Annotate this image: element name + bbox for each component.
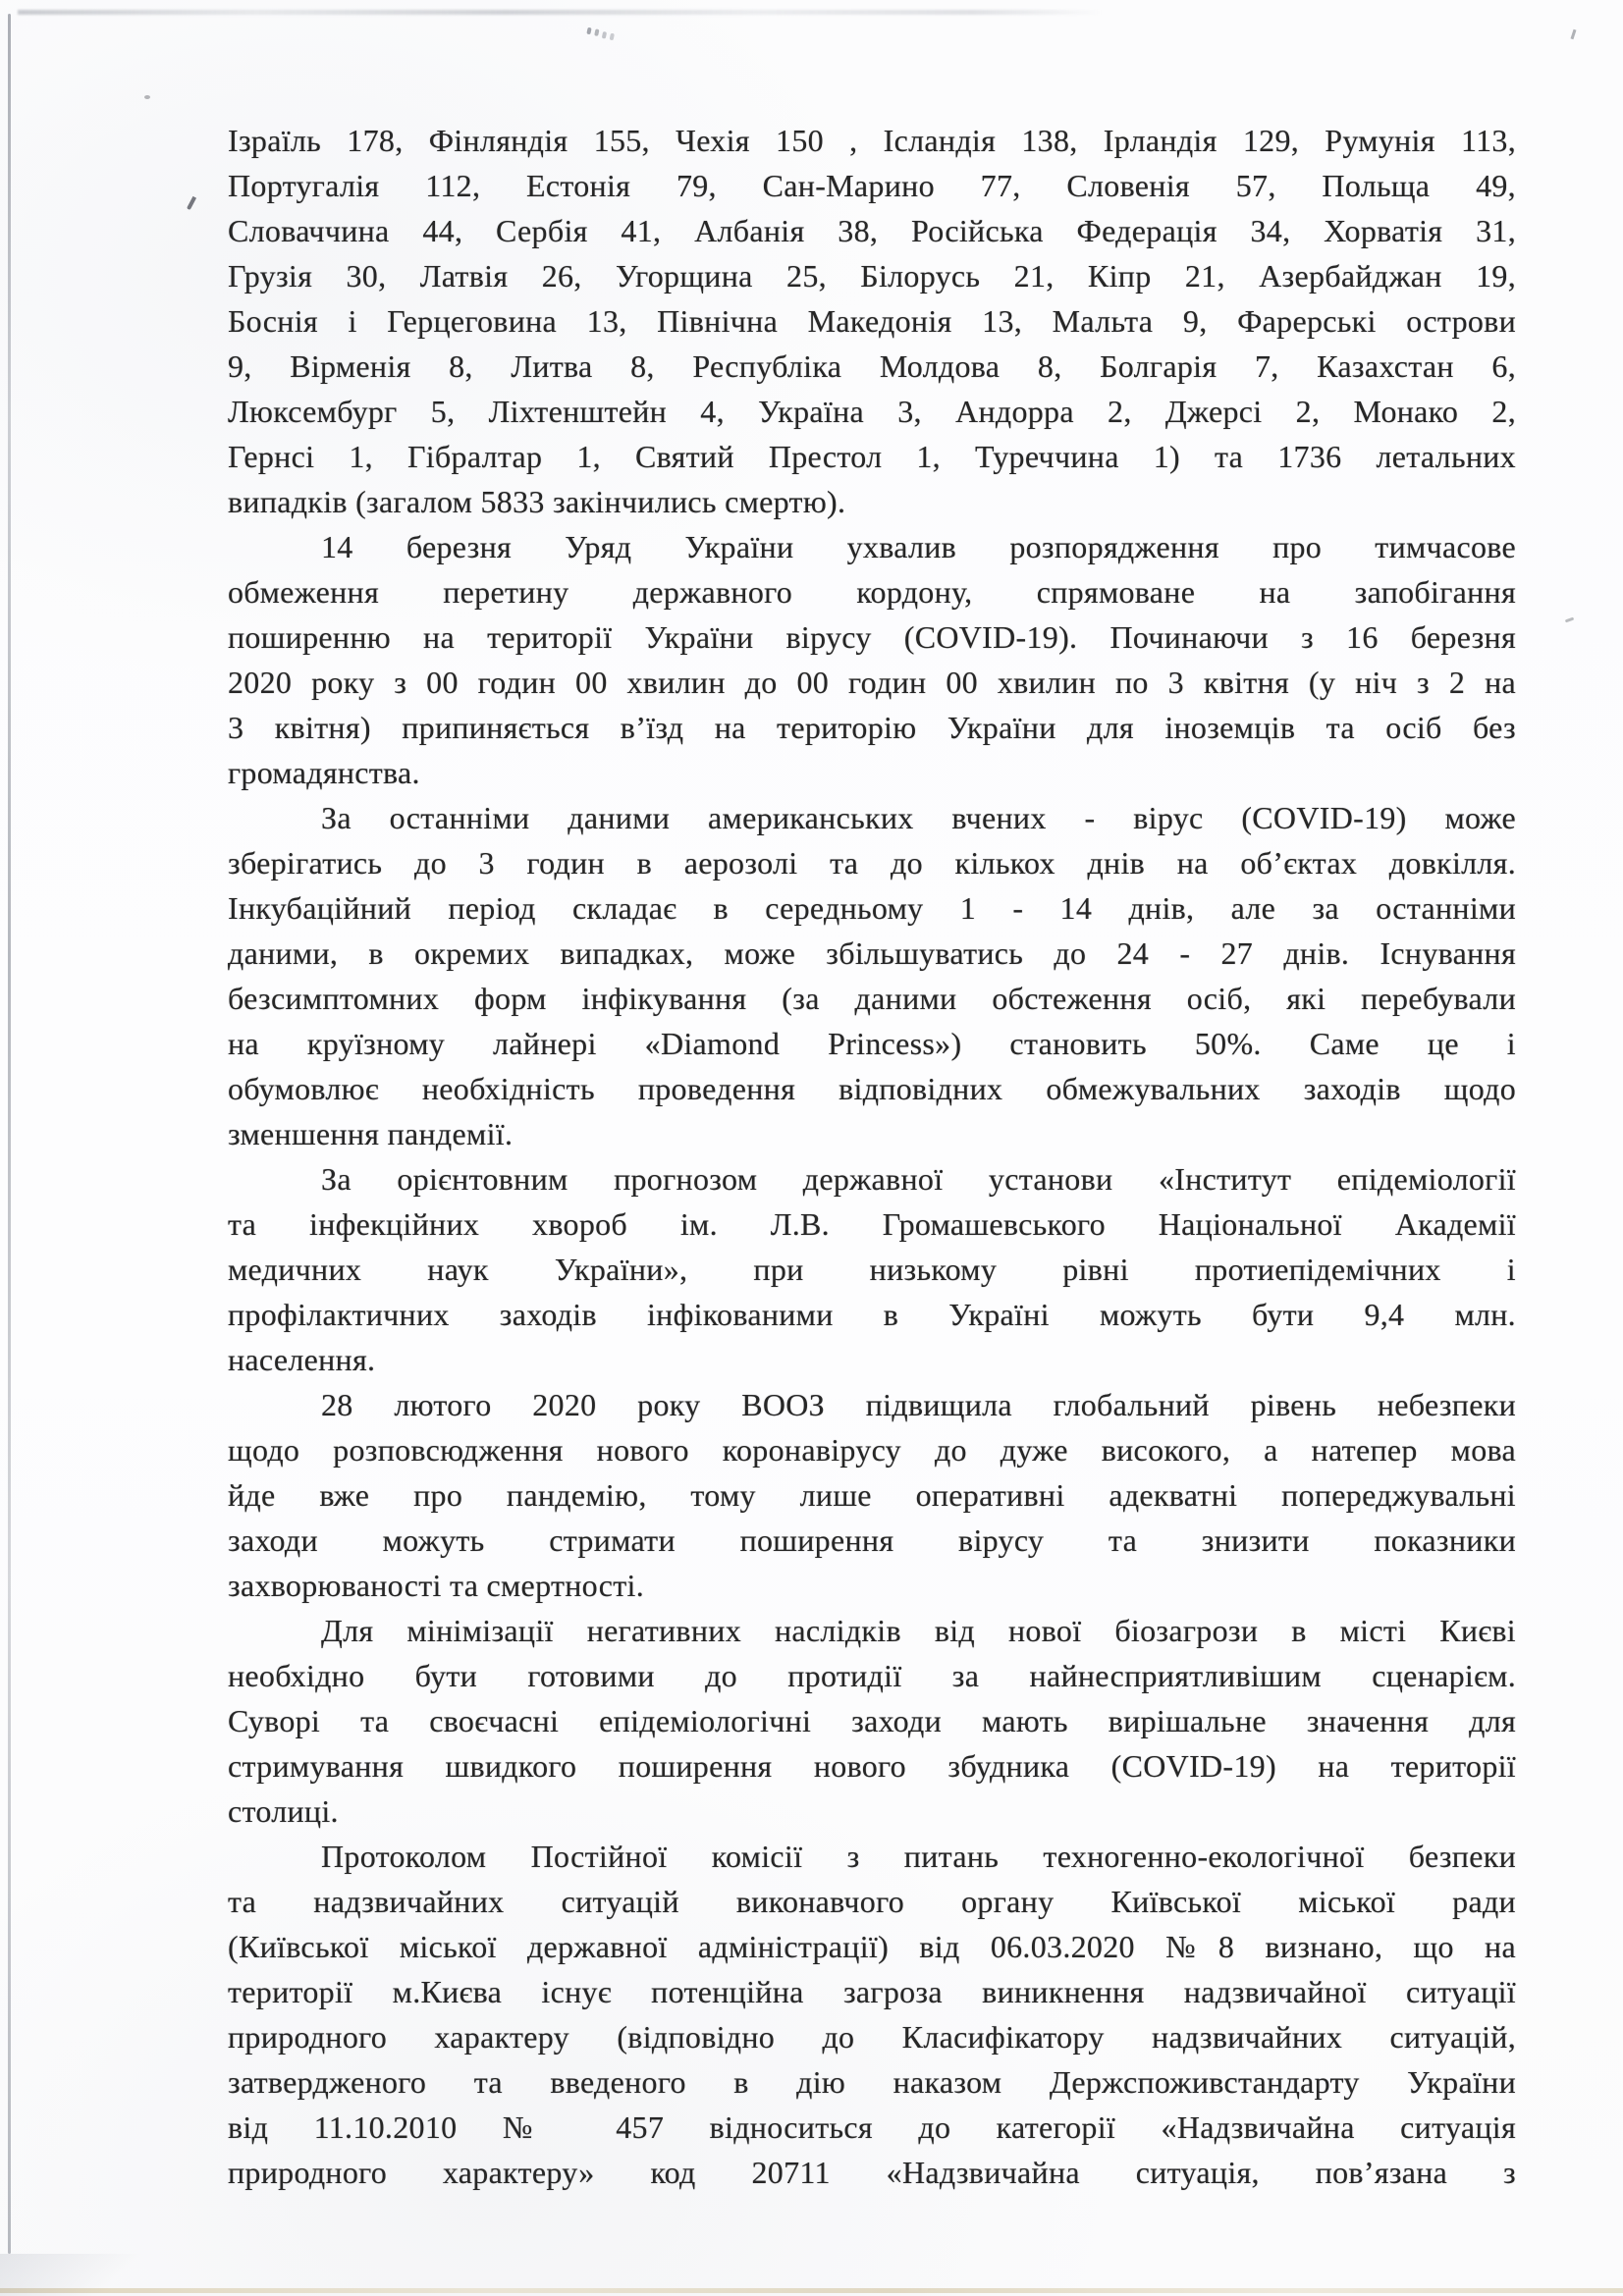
text-line: від 11.10.2010 № 457 відноситься до категорії «Надзвичайна ситуація [228, 2109, 1516, 2145]
text-line: обмеження перетину державного кордону, спрямоване на запобігання [228, 574, 1516, 610]
text-line: Словаччина 44, Сербія 41, Албанія 38, Російська Федерація 34, Хорватія 31, [228, 213, 1516, 248]
scan-edge-top-smudge [18, 10, 1103, 15]
text-line: йде вже про пандемію, тому лише оперативні адекватні попереджувальні [228, 1477, 1516, 1513]
text-line: природного характеру (відповідно до Класифікатору надзвичайних ситуацій, [228, 2019, 1516, 2055]
text-line: медичних наук України», при низькому рівні протиепідемічних і [228, 1252, 1516, 1287]
scan-edge-bottom-line [0, 2288, 1623, 2293]
text-line: населення. [228, 1342, 376, 1377]
text-line: Португалія 112, Естонія 79, Сан-Марино 77, Словенія 57, Польща 49, [228, 168, 1516, 203]
text-line: Суворі та своєчасні епідеміологічні заходи мають вирішальне значення для [228, 1703, 1516, 1738]
text-line: безсимптомних форм інфікування (за даними обстеження осіб, які перебували [228, 981, 1516, 1016]
text-line: затвердженого та введеного в дію наказом Держспоживстандарту України [228, 2064, 1516, 2100]
text-line: Люксембург 5, Ліхтенштейн 4, Україна 3, Андорра 2, Джерсі 2, Монако 2, [228, 394, 1516, 429]
text-line: стримування швидкого поширення нового збудника (COVID-19) на території [228, 1748, 1516, 1784]
text-line: 14 березня Уряд України ухвалив розпорядження про тимчасове [321, 529, 1516, 564]
text-line: необхідно бути готовими до протидії за найнесприятливішим сценарієм. [228, 1658, 1516, 1693]
text-line: обумовлює необхідність проведення відповідних обмежувальних заходів щодо [228, 1071, 1516, 1106]
scan-speck [144, 95, 150, 99]
text-line: За орієнтовним прогнозом державної установи «Інститут епідеміології [321, 1161, 1516, 1197]
text-line: Протоколом Постійної комісії з питань техногенно-екологічної безпеки [321, 1839, 1516, 1874]
text-line: та інфекційних хвороб ім. Л.В. Громашевського Національної Академії [228, 1206, 1516, 1242]
text-line: щодо розповсюдження нового коронавірусу до дуже високого, а натепер мова [228, 1432, 1516, 1468]
text-line: 2020 року з 00 годин 00 хвилин до 00 годин 00 хвилин по 3 квітня (у ніч з 2 на [228, 665, 1516, 700]
text-line: природного характеру» код 20711 «Надзвичайна ситуація, пов’язана з [228, 2155, 1516, 2190]
text-line: на круїзному лайнері «Diamond Princess») становить 50%. Саме це і [228, 1026, 1516, 1061]
text-line: 28 лютого 2020 року ВООЗ підвищила глобальний рівень небезпеки [321, 1387, 1516, 1422]
text-line: Ізраїль 178, Фінляндія 155, Чехія 150 , Ісландія 138, Ірландія 129, Румунія 113, [228, 123, 1516, 158]
text-line: Інкубаційний період складає в середньому 1 - 14 днів, але за останніми [228, 890, 1516, 926]
text-line: випадків (загалом 5833 закінчились смертю). [228, 484, 846, 519]
text-line: зберігатись до 3 годин в аерозолі та до кількох днів на об’єктах довкілля. [228, 845, 1516, 881]
scan-speck [586, 27, 591, 35]
text-line: Боснія і Герцеговина 13, Північна Македонія 13, Мальта 9, Фарерські острови [228, 303, 1516, 339]
text-line: Гернсі 1, Гібралтар 1, Святий Престол 1, Туреччина 1) та 1736 летальних [228, 439, 1516, 474]
text-line: захворюваності та смертності. [228, 1568, 645, 1603]
text-line: даними, в окремих випадках, може збільшуватись до 24 - 27 днів. Існування [228, 935, 1516, 971]
text-line: Грузія 30, Латвія 26, Угорщина 25, Білорусь 21, Кіпр 21, Азербайджан 19, [228, 258, 1516, 294]
scan-corner-shadow [0, 2254, 147, 2296]
text-line: За останніми даними американських вчених - вірус (COVID-19) може [321, 800, 1516, 835]
text-line: та надзвичайних ситуацій виконавчого органу Київської міської ради [228, 1884, 1516, 1919]
text-line: профілактичних заходів інфікованими в Україні можуть бути 9,4 млн. [228, 1297, 1516, 1332]
text-line: зменшення пандемії. [228, 1116, 514, 1151]
scan-speck [1565, 617, 1574, 623]
text-line: поширенню на території України вірусу (COVID-19). Починаючи з 16 березня [228, 619, 1516, 655]
document-body-text [228, 118, 1516, 2195]
scan-stray-mark [187, 196, 196, 210]
text-line: 3 квітня) припиняється в’їзд на територію України для іноземців та осіб без [228, 710, 1516, 745]
scan-speck [1571, 29, 1577, 39]
text-line: території м.Києва існує потенційна загроза виникнення надзвичайної ситуації [228, 1974, 1516, 2009]
text-line: столиці. [228, 1793, 339, 1829]
text-line: 9, Вірменія 8, Литва 8, Республіка Молдова 8, Болгарія 7, Казахстан 6, [228, 348, 1516, 384]
scan-edge-left-line [8, 14, 11, 2254]
text-line: Для мінімізації негативних наслідків від нової біозагрози в місті Києві [321, 1613, 1516, 1648]
text-line: (Київської міської державної адміністрації) від 06.03.2020 №8 визнано, що на [228, 1929, 1516, 1964]
text-line: громадянства. [228, 755, 420, 790]
text-line: заходи можуть стримати поширення вірусу та знизити показники [228, 1522, 1516, 1558]
